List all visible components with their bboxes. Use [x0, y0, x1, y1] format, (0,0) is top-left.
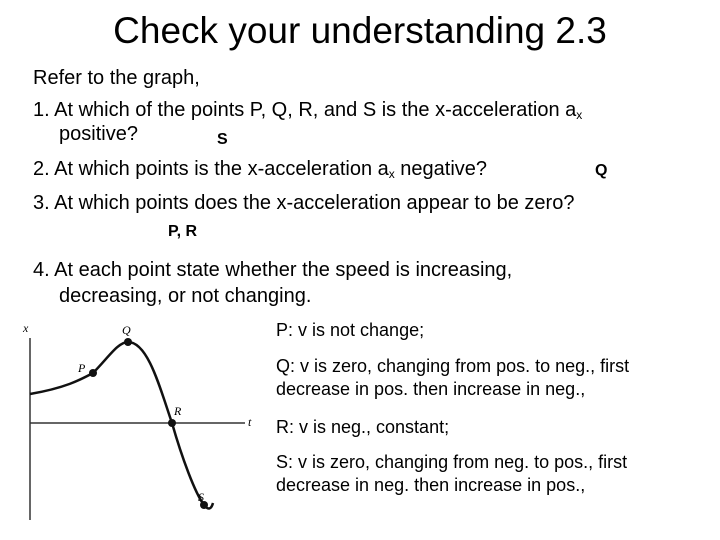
question-4-number: 4.	[33, 259, 50, 281]
question-1-number: 1.	[33, 99, 50, 121]
question-2-number: 2.	[33, 158, 50, 180]
question-1-line-1	[33, 98, 582, 122]
point-r-label: R	[174, 404, 182, 418]
slide-title: Check your understanding 2.3	[113, 10, 607, 51]
question-2-answer: Q	[595, 162, 608, 179]
question-4-line-2: decreasing, or not changing.	[59, 285, 312, 307]
point-q-label: Q	[122, 323, 131, 337]
point-p-label: P	[78, 361, 86, 375]
point-r-marker	[168, 419, 176, 427]
question-2	[33, 157, 487, 181]
question-2-text-a: At which points is the x-acceleration a	[54, 158, 389, 180]
question-4-text: At each point state whether the speed is increasing,	[54, 259, 513, 281]
question-1-line-2: positive?	[59, 123, 138, 145]
position-time-graph	[20, 318, 270, 523]
question-2-text-b: negative?	[394, 158, 488, 180]
point-p-marker	[89, 369, 97, 377]
question-3	[33, 191, 574, 215]
question-1-subscript: x	[576, 108, 583, 122]
question-1-answer: S	[217, 131, 228, 148]
question-1-text: At which of the points P, Q, R, and S is the x-acceleration a	[54, 99, 577, 121]
note-p: P: v is not change;	[276, 320, 425, 340]
question-4-line-1	[33, 258, 512, 282]
note-q: Q: v is zero, changing from pos. to neg., first decrease in pos. then increase in neg.,	[276, 356, 630, 399]
question-3-answer: P, R	[168, 223, 198, 240]
t-axis-label: t	[248, 415, 252, 429]
note-s: S: v is zero, changing from neg. to pos., first decrease in neg. then increase in pos.,	[276, 452, 628, 495]
note-r: R: v is neg., constant;	[276, 417, 450, 437]
question-3-number: 3.	[33, 192, 50, 214]
point-q-marker	[124, 338, 132, 346]
position-curve	[30, 342, 213, 509]
point-s-label: S	[198, 490, 204, 504]
question-3-text: At which points does the x-acceleration appear to be zero?	[54, 192, 575, 214]
y-axis-label: x	[23, 321, 29, 335]
intro-text: Refer to the graph,	[33, 67, 200, 89]
question-2-subscript: x	[388, 167, 395, 181]
